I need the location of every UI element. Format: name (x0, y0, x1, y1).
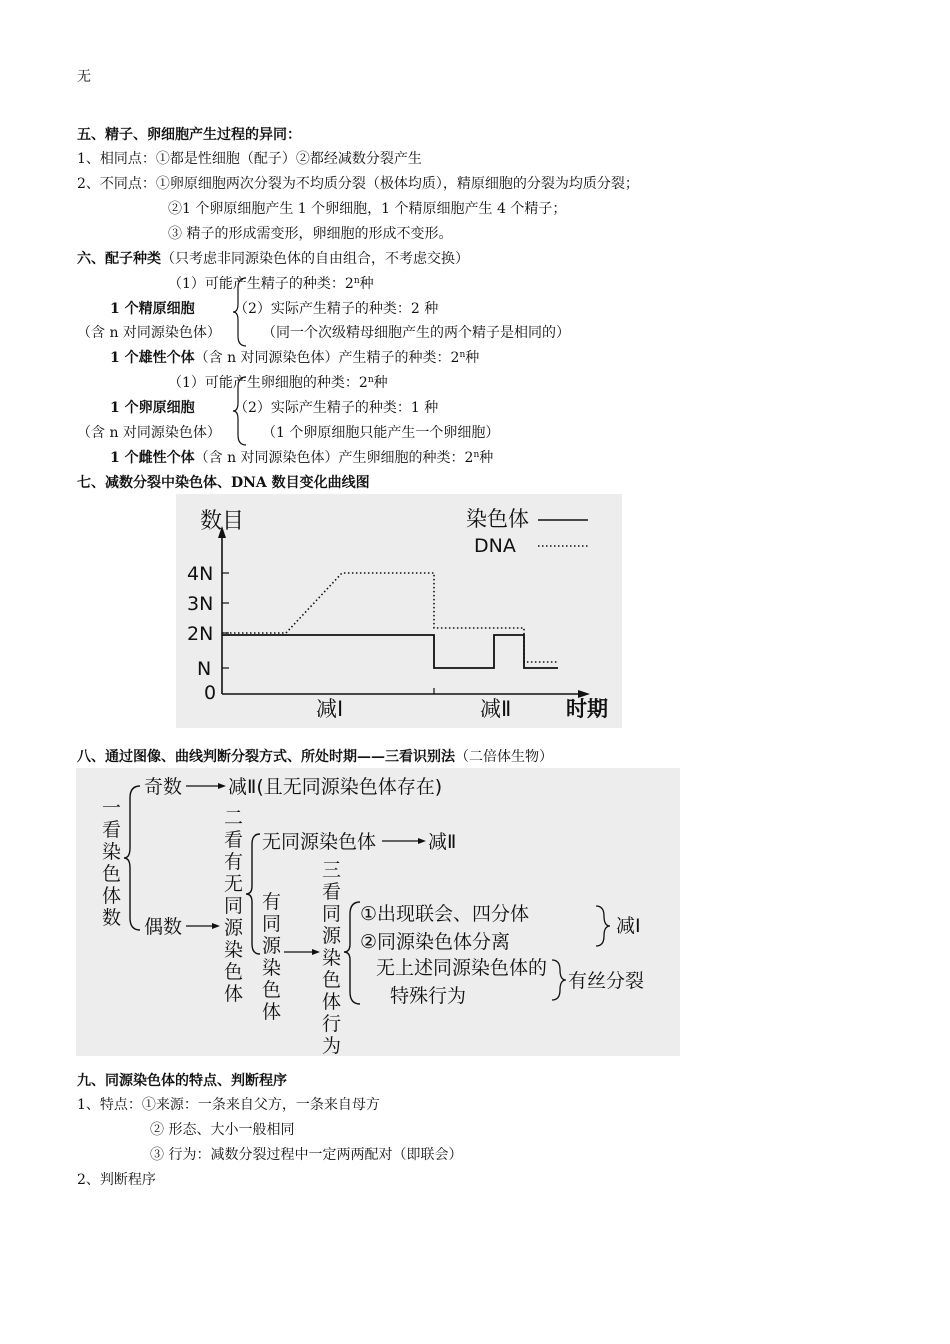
sperm-actual: （2）实际产生精子的种类：2 种 (234, 301, 439, 317)
even-label: 偶数 (144, 916, 183, 938)
section9-line3: ③ 行为：减数分裂过程中一定两两配对（即联会） (150, 1147, 463, 1163)
section8-heading (77, 748, 553, 766)
look2-char: 看 (224, 829, 244, 851)
section8-title: 八、通过图像、曲线判断分裂方式、所处时期——三看识别法 (77, 749, 455, 765)
y-tick-4n: 4N (187, 563, 214, 585)
meiosis1-result: 减Ⅰ (616, 915, 641, 937)
section6-title: 六、配子种类 (77, 251, 161, 267)
has-homolog-char: 染 (262, 957, 282, 979)
sperm-possible (168, 275, 374, 293)
section9-title: 九、同源染色体的特点、判断程序 (77, 1073, 287, 1089)
brace-look3 (344, 902, 360, 1004)
look1-char: 体 (102, 885, 122, 907)
spermatogonium-label: 1 个精原细胞 (110, 301, 195, 317)
y-tick-0: 0 (204, 682, 217, 704)
brace-mitosis (552, 960, 566, 1000)
look3-char: 行 (322, 1013, 342, 1035)
look1-char: 数 (102, 907, 122, 929)
look1-char: 染 (102, 841, 122, 863)
text-wu: 无 (77, 69, 91, 85)
look1-char: 看 (102, 819, 122, 841)
mitosis-result: 有丝分裂 (568, 970, 645, 992)
unit-zhong: 种 (359, 276, 374, 292)
look1-char: 一 (102, 797, 122, 819)
no-homolog-result: 减Ⅱ (428, 831, 457, 853)
sup-n: n (353, 276, 360, 286)
egg-note: （1 个卵原细胞只能产生一个卵细胞） (262, 425, 500, 441)
look2-char: 源 (224, 917, 244, 939)
section6-heading (77, 250, 469, 268)
figure-three-look-method (76, 768, 680, 1056)
arrow-even-head-icon (212, 923, 220, 929)
egg-actual: （2）实际产生精子的种类：1 种 (234, 400, 439, 416)
unit-zhong: 种 (479, 450, 494, 466)
legend-dna-label: DNA (474, 535, 516, 557)
section9-line4: 2、判断程序 (77, 1172, 156, 1188)
section5-line3: ②1 个卵原细胞产生 1 个卵细胞，1 个精原细胞产生 4 个精子； (168, 201, 567, 217)
section7-title: 七、减数分裂中染色体、DNA 数目变化曲线图 (77, 475, 370, 491)
sperm-note: （同一个次级精母细胞产生的两个精子是相同的） (262, 325, 570, 341)
y-tick-n: N (197, 658, 212, 680)
look2-char: 色 (224, 961, 244, 983)
section5-title: 五、精子、卵细胞产生过程的异同： (77, 127, 301, 143)
x-axis-title: 时期 (566, 697, 608, 721)
look3-char: 色 (322, 969, 342, 991)
look2-char: 无 (224, 873, 244, 895)
arrow-odd-head-icon (218, 783, 226, 789)
look3-char: 源 (322, 925, 342, 947)
dna-curve (222, 573, 558, 662)
section9-line2: ② 形态、大小一般相同 (150, 1122, 295, 1138)
male-text: （含 n 对同源染色体）产生精子的种类：2 (194, 350, 460, 366)
no-homolog-label: 无同源染色体 (262, 831, 377, 853)
female-label: 1 个雌性个体 (110, 450, 195, 466)
section8-note: （二倍体生物） (455, 749, 553, 765)
arrow-has-homolog-head-icon (312, 949, 320, 955)
look2-char: 体 (224, 983, 244, 1005)
meiosis-curve-svg (176, 494, 622, 728)
odd-result: 减Ⅱ(且无同源染色体存在) (228, 776, 443, 798)
brace-look1 (124, 786, 140, 930)
female-individual (110, 449, 493, 467)
oogonium-sub: （含 n 对同源染色体） (77, 425, 221, 441)
section5-line4: ③ 精子的形成需变形，卵细胞的形成不变形。 (168, 226, 453, 242)
spermatogonium-sub: （含 n 对同源染色体） (77, 325, 221, 341)
odd-label: 奇数 (144, 776, 183, 798)
behaviour-synapsis: ①出现联会、四分体 (360, 903, 530, 925)
look3-char: 染 (322, 947, 342, 969)
has-homolog-char: 有 (262, 891, 282, 913)
brace-meiosis1 (596, 906, 610, 946)
look3-char: 为 (322, 1035, 342, 1056)
has-homolog-char: 源 (262, 935, 282, 957)
behaviour-none-line1: 无上述同源染色体的 (376, 957, 548, 979)
behaviour-none-line2: 特殊行为 (390, 985, 467, 1007)
arrow-no-homolog-head-icon (418, 838, 426, 844)
look2-char: 有 (224, 851, 244, 873)
chromosome-curve (222, 635, 558, 668)
egg-possible-text: （1）可能产生卵细胞的种类：2 (168, 375, 368, 391)
look3-char: 看 (322, 881, 342, 903)
unit-zhong: 种 (465, 350, 480, 366)
unit-zhong: 种 (373, 375, 388, 391)
look2-char: 染 (224, 939, 244, 961)
look3-char: 体 (322, 991, 342, 1013)
male-label: 1 个雄性个体 (110, 350, 195, 366)
y-tick-2n: 2N (187, 623, 214, 645)
sup-n: n (367, 375, 374, 385)
look3-char: 同 (322, 903, 342, 925)
look3-char: 三 (322, 859, 342, 881)
look2-char: 二 (224, 807, 244, 829)
has-homolog-char: 色 (262, 979, 282, 1001)
oogonium-label: 1 个卵原细胞 (110, 400, 195, 416)
brace-look2 (246, 834, 260, 954)
section6-note: （只考虑非同源染色体的自由组合，不考虑交换） (161, 251, 469, 267)
behaviour-separation: ②同源染色体分离 (360, 931, 511, 953)
brace-oogonium (232, 375, 248, 447)
y-tick-3n: 3N (187, 593, 214, 615)
sup-n: n (459, 350, 466, 360)
section5-line2: 2、不同点：①卵原细胞两次分裂为不均质分裂（极体均质），精原细胞的分裂为均质分裂； (77, 176, 639, 192)
look2-char: 同 (224, 895, 244, 917)
female-text: （含 n 对同源染色体）产生卵细胞的种类：2 (194, 450, 474, 466)
male-individual (110, 349, 479, 367)
section5-line1: 1、相同点：①都是性细胞（配子）②都经减数分裂产生 (77, 151, 422, 167)
has-homolog-char: 体 (262, 1001, 282, 1023)
phase-label-meiosis1: 减Ⅰ (316, 697, 344, 721)
brace-spermatogonium (232, 276, 248, 348)
three-look-svg (76, 768, 680, 1056)
look1-char: 色 (102, 863, 122, 885)
phase-label-meiosis2: 减Ⅱ (480, 697, 512, 721)
sup-n: n (473, 450, 480, 460)
legend-chromosome-label: 染色体 (466, 507, 529, 531)
figure-meiosis-curve (176, 494, 622, 728)
has-homolog-char: 同 (262, 913, 282, 935)
y-axis-title: 数目 (200, 509, 245, 534)
egg-possible (168, 374, 388, 392)
section9-line1: 1、特点：①来源：一条来自父方，一条来自母方 (77, 1097, 380, 1113)
sperm-possible-text: （1）可能产生精子的种类：2 (168, 276, 354, 292)
